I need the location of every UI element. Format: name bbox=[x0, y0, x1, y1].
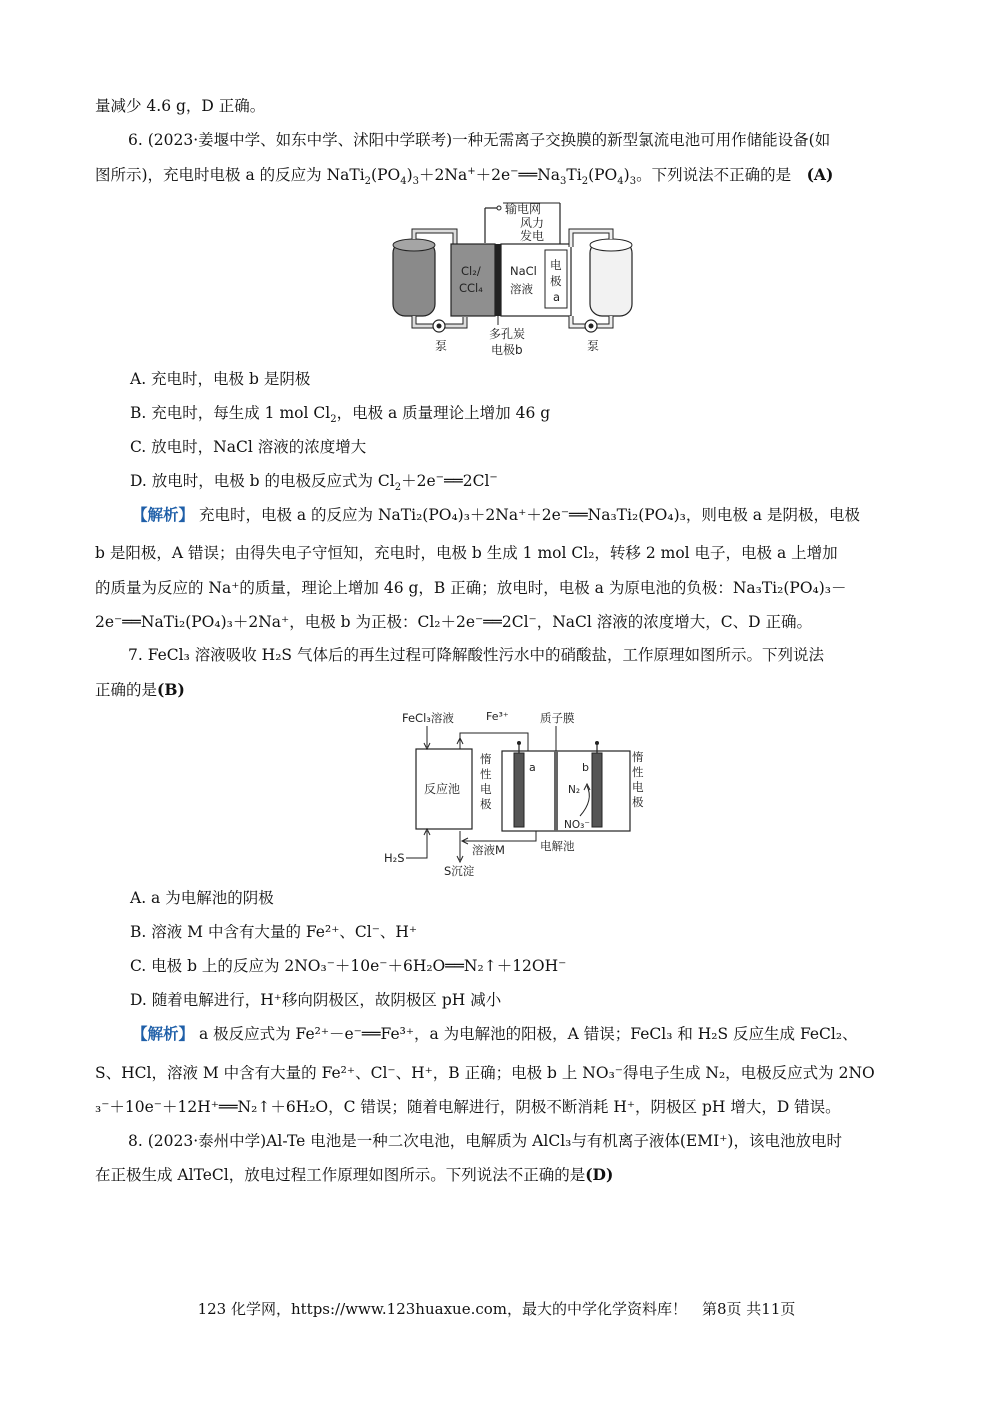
electrode-a-rod bbox=[514, 753, 524, 827]
ccl4-label: CCl₄ bbox=[459, 281, 483, 295]
grid-label: 输电网 bbox=[505, 202, 542, 216]
electrode-a-label-2: 极 bbox=[550, 274, 562, 288]
question-6-stem-cont: 图所示)，充电时电极 a 的反应为 $NaTi_2(PO_4)_3+2Na^++2e^-══Na_3Ti_2(PO_4)_3$。下列说法不正确的是 (A) bbox=[95, 165, 834, 188]
inert-label-right-3: 电 bbox=[632, 780, 644, 794]
analysis-6-line-2: b 是阳极，A 错误；由得失电子守恒知，充电时，电极 b 生成 1 mol Cl₂，转移 2 mol 电子，电极 a 上增加 bbox=[95, 544, 838, 562]
analysis-6-line-4: 2e⁻══NaTi₂(PO₄)₃＋2Na⁺，电极 b 为正极：Cl₂＋2e⁻══2Cl⁻，NaCl 溶液的浓度增大，C、D 正确。 bbox=[95, 613, 813, 631]
analysis-7-line-1: 【解析】 a 极反应式为 Fe²⁺－e⁻══Fe³⁺，a 为电解池的阳极，A 错误；FeCl₃ 和 H₂S 反应生成 FeCl₂、 bbox=[132, 1024, 858, 1043]
option-7-b: B. 溶液 M 中含有大量的 Fe²⁺、Cl⁻、H⁺ bbox=[130, 923, 418, 941]
electrode-b-rod bbox=[592, 753, 602, 827]
left-tank bbox=[393, 241, 435, 316]
inert-label-right-2: 性 bbox=[632, 765, 644, 779]
flow-battery-figure bbox=[385, 195, 640, 360]
reactor-label: 反应池 bbox=[424, 782, 461, 796]
solution-m-label: 溶液M bbox=[472, 843, 505, 857]
right-pump-label: 泵 bbox=[587, 339, 600, 353]
question-6-stem: 6. (2023·姜堰中学、如东中学、沭阳中学联考)一种无需离子交换膜的新型氯流电池可用作储能设备(如 bbox=[128, 131, 831, 149]
fe3-label: Fe³⁺ bbox=[486, 710, 509, 723]
question-7-stem-cont: 正确的是(B) bbox=[95, 680, 185, 699]
option-6-d: D. 放电时，电极 b 的电极反应式为 $Cl_2+2e^-══2Cl^-$ bbox=[130, 471, 498, 494]
option-6-a: A. 充电时，电极 b 是阴极 bbox=[130, 370, 311, 388]
n2-label: N₂ bbox=[568, 784, 581, 796]
left-pump-label: 泵 bbox=[435, 339, 448, 353]
inert-label-left-2: 性 bbox=[480, 767, 492, 781]
option-7-d: D. 随着电解进行，H⁺移向阴极区，故阴极区 pH 减小 bbox=[130, 991, 502, 1009]
analysis-7-line-2: S、HCl，溶液 M 中含有大量的 Fe²⁺、Cl⁻、H⁺，B 正确；电极 b 上 NO₃⁻得电子生成 N₂，电极反应式为 2NO bbox=[95, 1064, 875, 1082]
cl2-ccl4-chamber bbox=[451, 244, 495, 316]
question-6-answer: (A) bbox=[806, 165, 834, 184]
nacl-label-1: NaCl bbox=[510, 264, 537, 278]
question-8-stem-cont: 在正极生成 AlTeCl，放电过程工作原理如图所示。下列说法不正确的是(D) bbox=[95, 1165, 614, 1184]
membrane-label: 质子膜 bbox=[540, 711, 575, 725]
analysis-6-line-3: 的质量为反应的 Na⁺的质量，理论上增加 46 g，B 正确；放电时，电极 a 为原电池的负极：Na₃Ti₂(PO₄)₃－ bbox=[95, 579, 847, 597]
electrode-a-label-1: 电 bbox=[550, 258, 562, 272]
question-7-answer: (B) bbox=[157, 680, 185, 699]
option-6-c: C. 放电时，NaCl 溶液的浓度增大 bbox=[130, 438, 367, 456]
page-footer: 123 化学网，https://www.123huaxue.com，最大的中学化学资料库！ 第8页 共11页 bbox=[197, 1300, 796, 1318]
question-8-answer: (D) bbox=[585, 1165, 614, 1184]
nacl-label-2: 溶液 bbox=[510, 282, 533, 296]
wind-label-1: 风力 bbox=[520, 216, 545, 230]
analysis-label: 【解析】 bbox=[132, 1024, 195, 1043]
electrode-a-letter: a bbox=[529, 761, 536, 774]
cl2-label: Cl₂/ bbox=[461, 264, 481, 278]
electrode-b-label-2: 电极b bbox=[491, 343, 523, 357]
option-7-c: C. 电极 b 上的反应为 2NO₃⁻＋10e⁻＋6H₂O══N₂↑＋12OH⁻ bbox=[130, 957, 567, 975]
fecl3-label: FeCl₃溶液 bbox=[402, 711, 454, 725]
text-line: 量减少 4.6 g，D 正确。 bbox=[95, 97, 266, 115]
analysis-label: 【解析】 bbox=[132, 505, 195, 524]
inert-label-right-1: 惰 bbox=[632, 750, 644, 764]
inert-label-left-1: 惰 bbox=[480, 752, 492, 766]
proton-membrane bbox=[554, 751, 558, 831]
option-7-a: A. a 为电解池的阴极 bbox=[130, 889, 274, 907]
no3-label: NO₃⁻ bbox=[564, 819, 590, 831]
option-6-b: B. 充电时，每生成 1 mol $Cl_2$，电极 a 质量理论上增加 46 g bbox=[130, 404, 551, 426]
analysis-6-line-1: 【解析】 充电时，电极 a 的反应为 NaTi₂(PO₄)₃＋2Na⁺＋2e⁻══Na₃Ti₂(PO₄)₃，则电极 a 是阴极，电极 bbox=[132, 505, 860, 524]
question-7-stem: 7. FeCl₃ 溶液吸收 H₂S 气体后的再生过程可降解酸性污水中的硝酸盐，工作原理如图所示。下列说法 bbox=[128, 646, 824, 664]
electrode-a-label-3: a bbox=[553, 290, 561, 304]
inert-label-left-3: 电 bbox=[480, 782, 492, 796]
wind-label-2: 发电 bbox=[520, 229, 545, 243]
h2s-label: H₂S bbox=[384, 851, 405, 865]
electrolysis-figure bbox=[380, 708, 655, 883]
analysis-7-line-3: ₃⁻＋10e⁻＋12H⁺══N₂↑＋6H₂O，C 错误；随着电解进行，阴极不断消耗 H⁺，阴极区 pH 增大，D 错误。 bbox=[95, 1098, 841, 1116]
question-8-stem: 8. (2023·泰州中学)Al-Te 电池是一种二次电池，电解质为 AlCl₃与有机离子液体(EMI⁺)，该电池放电时 bbox=[128, 1132, 842, 1150]
right-tank bbox=[590, 241, 632, 316]
s-precipitate-label: S沉淀 bbox=[444, 864, 475, 878]
porous-carbon-electrode-b bbox=[495, 244, 501, 316]
inert-label-right-4: 极 bbox=[632, 795, 644, 809]
electrolysis-cell-label: 电解池 bbox=[540, 839, 575, 853]
inert-label-left-4: 极 bbox=[480, 797, 492, 811]
electrode-b-label-1: 多孔炭 bbox=[489, 327, 526, 341]
electrode-b-letter: b bbox=[582, 761, 589, 774]
